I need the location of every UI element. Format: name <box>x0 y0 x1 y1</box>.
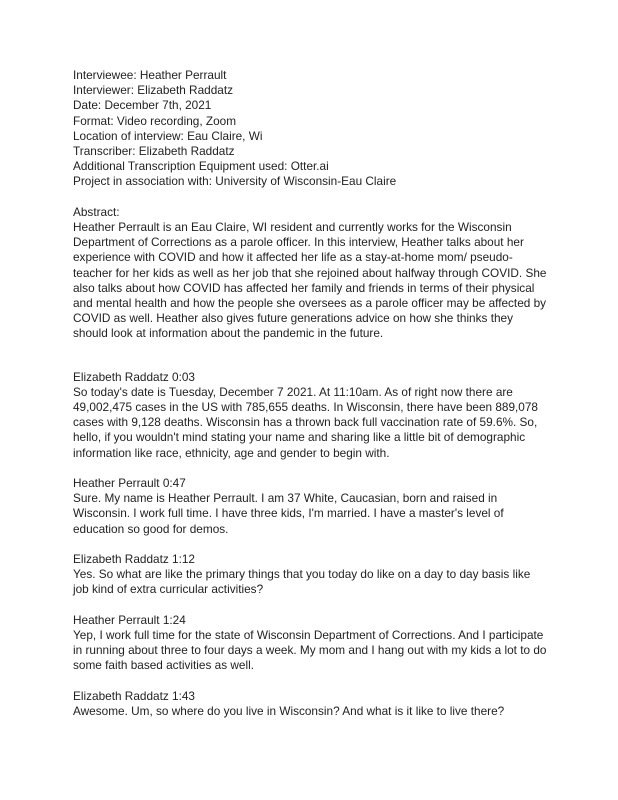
entry-text: Yes. So what are like the primary things that you today do like on a day to day basis like job kind of extra curricular activities? <box>73 567 531 597</box>
speaker-name: Elizabeth Raddatz <box>73 552 169 567</box>
speaker-timestamp: 1:43 <box>172 688 195 703</box>
metadata-date: Date: December 7th, 2021 <box>73 98 212 113</box>
speaker-line <box>73 613 547 628</box>
speaker-timestamp: 1:12 <box>172 552 195 567</box>
speaker-name: Elizabeth Raddatz <box>73 688 169 703</box>
speaker-name: Elizabeth Raddatz <box>73 369 169 384</box>
metadata-transcriber: Transcriber: Elizabeth Raddatz <box>73 144 235 159</box>
entry-text: Awesome. Um, so where do you live in Wisconsin? And what is it like to live there? <box>73 704 505 719</box>
transcript-entry <box>73 689 547 719</box>
metadata-interviewee: Interviewee: Heather Perrault <box>73 68 227 82</box>
speaker-name: Heather Perrault <box>73 612 160 627</box>
speaker-line <box>73 552 547 567</box>
speaker-line <box>73 370 547 385</box>
interview-metadata-block <box>73 68 547 190</box>
abstract-section <box>73 205 547 342</box>
transcript-entry <box>73 552 547 598</box>
speaker-name: Heather Perrault <box>73 476 160 491</box>
document-content <box>73 68 547 719</box>
speaker-timestamp: 0:03 <box>172 369 195 384</box>
abstract-text: Heather Perrault is an Eau Claire, WI resident and currently works for the Wisconsin Department of Corrections as a parole officer. In this interview, Heather talks about her experience with COVID and how it affected her life as a stay-at-home mom/ pseudo-teacher for her kids as well as her job that she rejoined about halfway through COVID. She also talks about how COVID has affected her family and friends in terms of their physical and mental health and how the people she oversees as a parole officer may be affected by COVID as well. Heather also gives future generations advice on how she thinks they should look at information about the pandemic in the future. <box>73 220 547 341</box>
entry-text: Yep, I work full time for the state of Wisconsin Department of Corrections. And I participate in running about three to four days a week. My mom and I hang out with my kids a lot to do some faith based activities as well. <box>73 628 547 673</box>
transcript-section <box>73 370 547 720</box>
speaker-line <box>73 689 547 704</box>
metadata-equipment: Additional Transcription Equipment used: Otter.ai <box>73 159 329 174</box>
metadata-interviewer: Interviewer: Elizabeth Raddatz <box>73 83 233 98</box>
metadata-format: Format: Video recording, Zoom <box>73 113 237 128</box>
entry-text: So today's date is Tuesday, December 7 2021. At 11:10am. As of right now there are 49,002,475 cases in the US with 785,655 deaths. In Wisconsin, there have been 889,078 cases with 9,128 deaths. Wisconsin has a thrown back full vaccination rate of 59.6%. So, hello, if you wouldn't mind stating your name and sharing like a little bit of demographic information like race, ethnicity, age and gender to begin with. <box>73 384 538 460</box>
transcript-entry <box>73 613 547 674</box>
speaker-timestamp: 1:24 <box>162 612 186 627</box>
entry-text: Sure. My name is Heather Perrault. I am 37 White, Caucasian, born and raised in Wisconsin. I work full time. I have three kids, I'm married. I have a master's level of education so good for demos. <box>73 491 504 536</box>
speaker-timestamp: 0:47 <box>162 476 186 491</box>
abstract-label: Abstract: <box>73 204 120 219</box>
metadata-project: Project in association with: University of Wisconsin-Eau Claire <box>73 174 397 189</box>
transcript-entry <box>73 370 547 461</box>
metadata-location: Location of interview: Eau Claire, Wi <box>73 128 263 143</box>
speaker-line <box>73 476 547 491</box>
transcript-entry <box>73 476 547 537</box>
